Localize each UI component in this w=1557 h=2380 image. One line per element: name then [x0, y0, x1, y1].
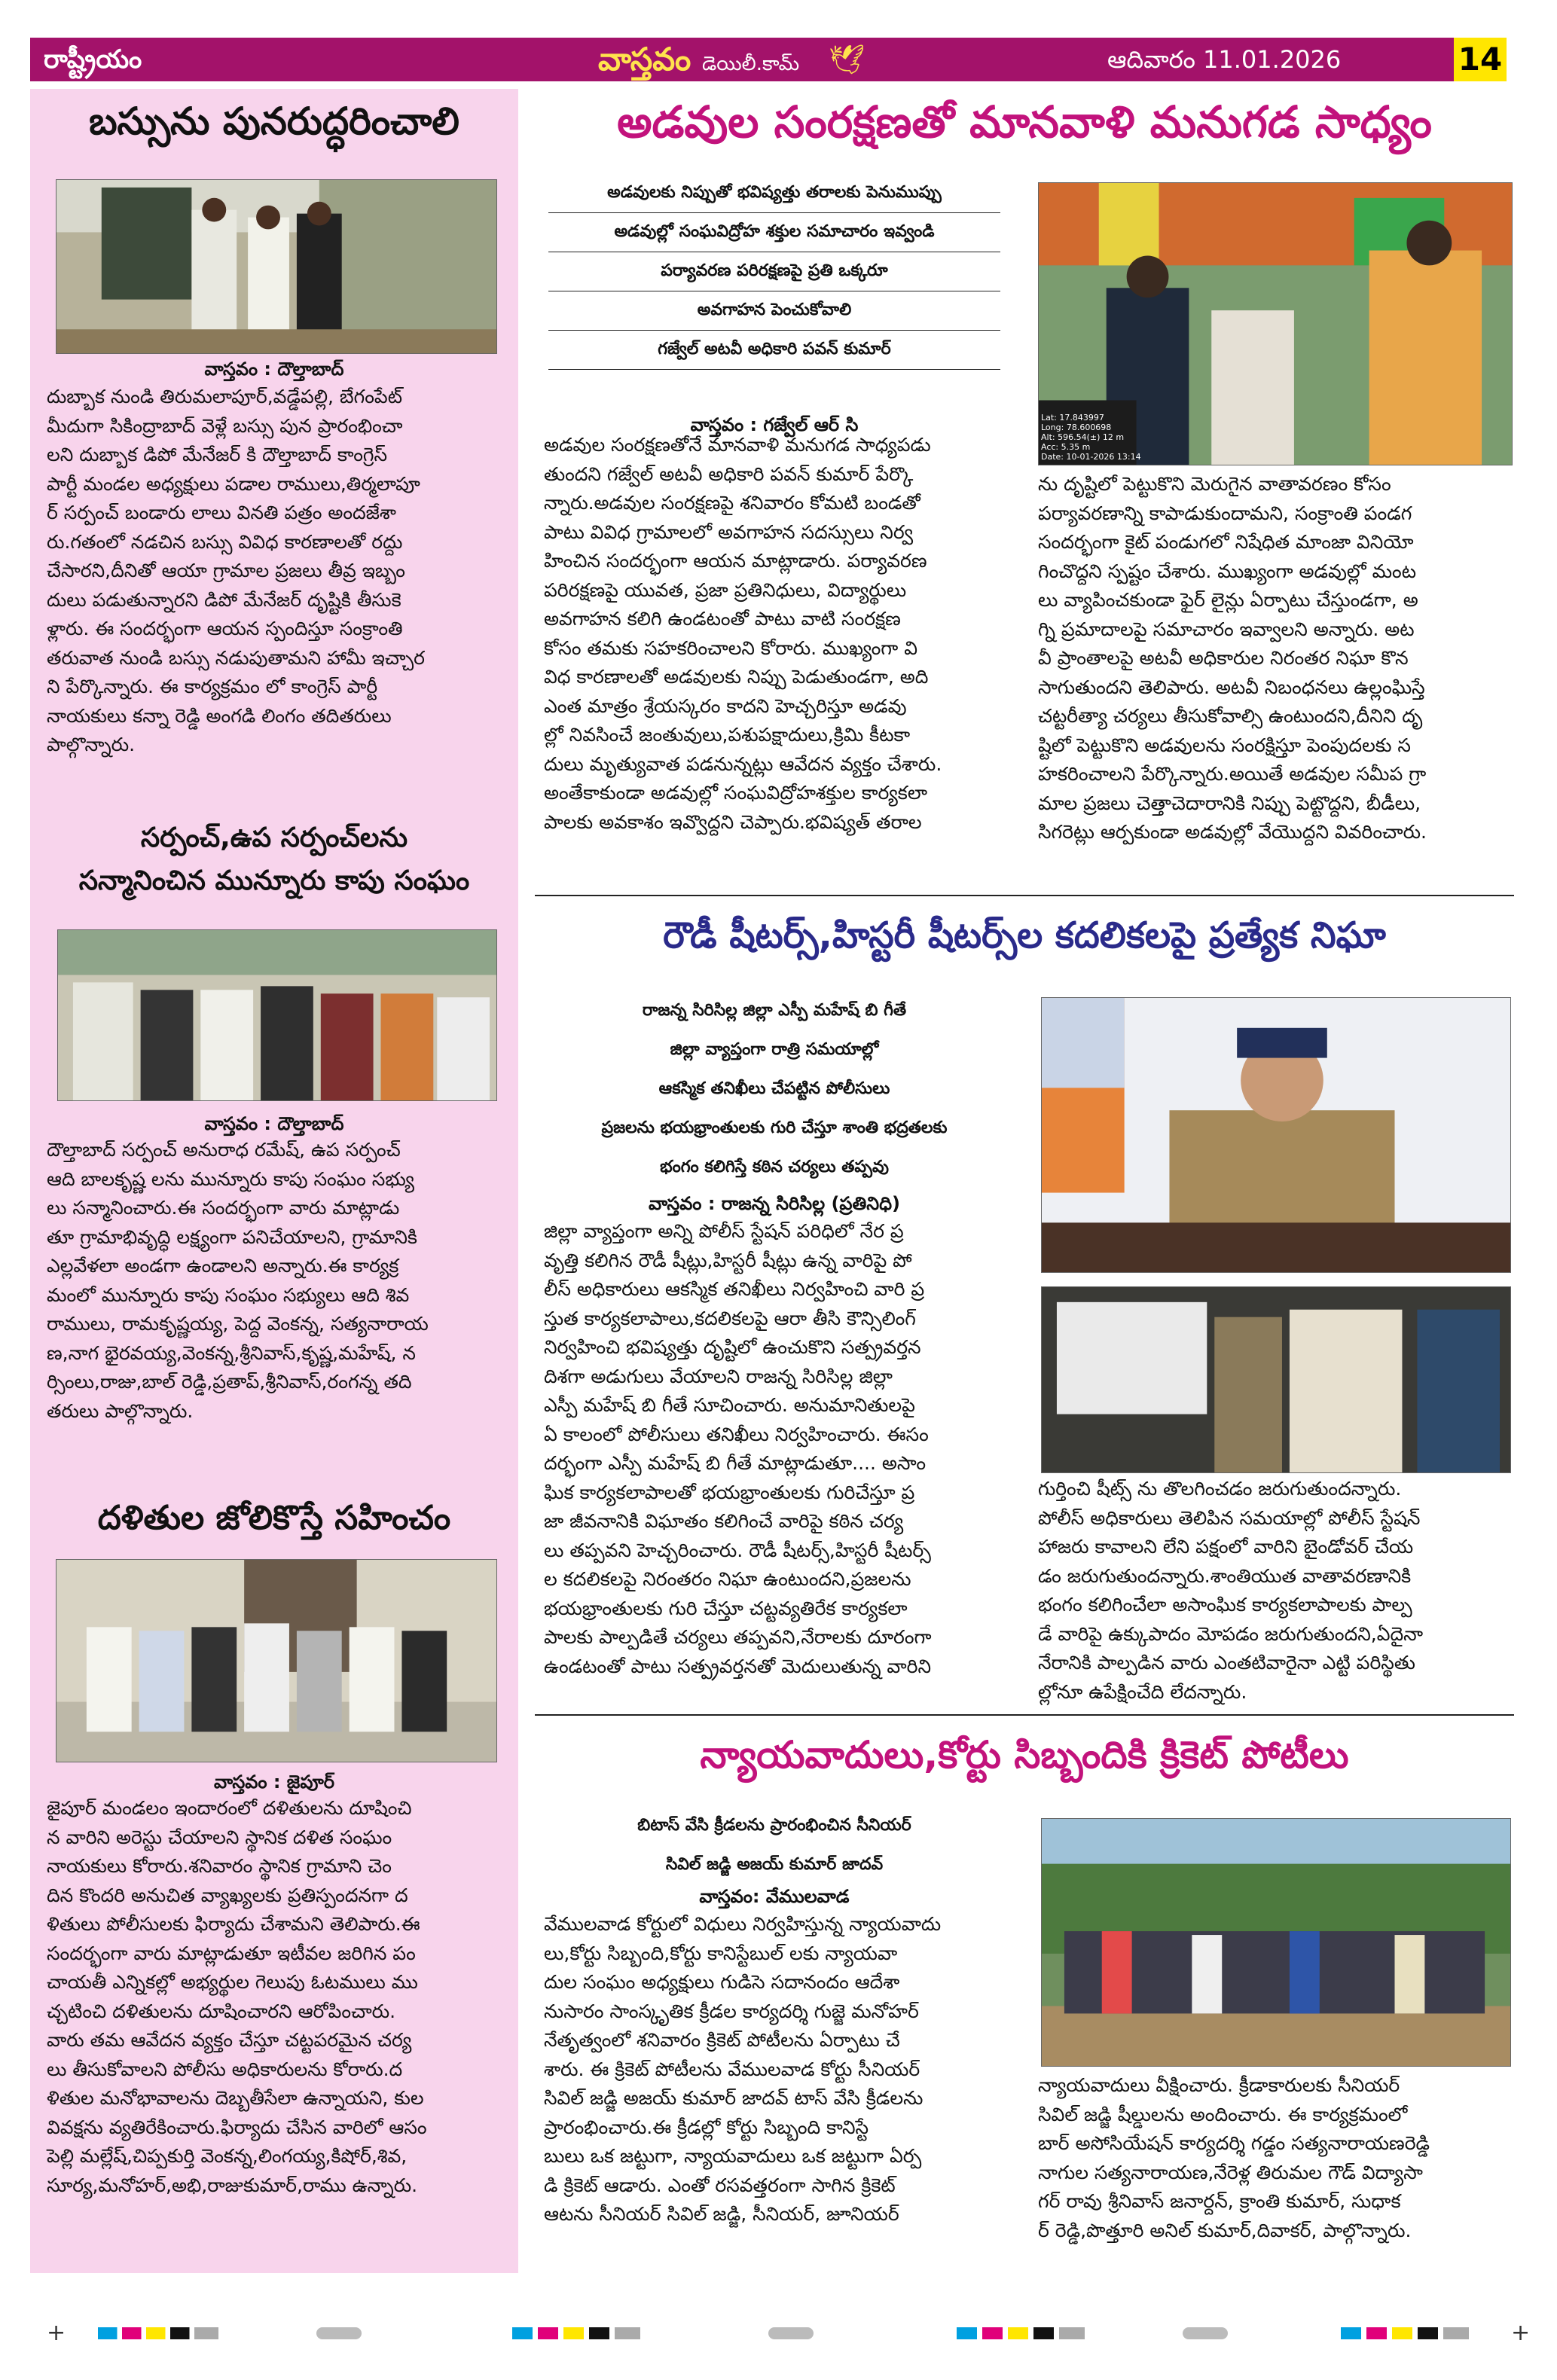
story3-line: పెల్లి మల్లేష్,చిప్పకుర్తి వెంకన్న,లింగయ్య,కిషోర్,శివ,	[47, 2145, 408, 2167]
police-line: ఉండటంతో పాటు సత్ప్రవర్తనతో మెదులుతున్న వారిని	[544, 1655, 931, 1677]
cricket-subheads	[541, 1806, 1008, 1884]
geo-stamp-acc: Acc: 5.35 m	[1041, 442, 1091, 452]
story1-line: చేసారని,దీనితో ఆయా గ్రామాల ప్రజలు తీవ్ర ఇబ్బం	[47, 560, 405, 581]
geo-stamp-alt: Alt: 596.54(±) 12 m	[1041, 432, 1125, 442]
cricket-line: ర్ రెడ్డి,పొత్తూరి అనిల్ కుమార్,దివాకర్, పాల్గొన్నారు.	[1038, 2219, 1412, 2241]
story2-line: ర్సింలు,రాజు,బాల్ రెడ్డి,ప్రతాప్,శ్రీనివాస్,రంగన్న తది	[47, 1371, 412, 1393]
story1-body	[47, 383, 502, 760]
forest-subhead: పర్యావరణ పరిరక్షణపై ప్రతి ఒక్కరూ	[661, 261, 888, 280]
cricket-line: డి క్రికెట్ ఆడారు. ఎంతో రసవత్తరంగా సాగిన క్రికెట్	[544, 2174, 896, 2196]
police-line: లీస్ అధికారులు ఆకస్మిక తనిఖీలు నిర్వహించి వారి ప్ర	[544, 1278, 925, 1300]
story2-headline-line2: సన్మానించిన మున్నూరు కాపు సంఘం	[78, 865, 470, 896]
forest-col2	[1038, 470, 1513, 847]
police-line: హాజరు కావాలని లేని పక్షంలో వారిని బైండోవర్ చేయ	[1038, 1536, 1414, 1558]
police-line: ఏ కాలంలో పోలీసులు తనిఖీలు నిర్వహించారు. ఈసం	[544, 1423, 929, 1445]
story2-photo	[57, 929, 497, 1101]
police-line: ఘిక కార్యకలాపాలతో భయభ్రాంతులకు గురిచేస్తూ ప్ర	[544, 1481, 915, 1503]
police-line: లు తప్పవని హెచ్చరించారు. రౌడీ షీటర్స్,హిస్టరీ షీటర్స్	[544, 1539, 931, 1561]
story2-line: తరులు పాల్గొన్నారు.	[47, 1399, 194, 1422]
police-subhead: జిల్లా వ్యాప్తంగా రాత్రి సమయాల్లో	[670, 1040, 879, 1059]
police-dateline: వాస్తవం : రాజన్న సిరిసిల్ల (ప్రతినిధి)	[648, 1193, 901, 1214]
color-bar	[768, 2327, 814, 2339]
forest-subhead: గజ్వేల్ అటవీ అధికారి పవన్ కుమార్	[658, 340, 891, 359]
forest-line: సందర్భంగా కైట్ పండుగలో నిషేధిత మాంజా వినియో	[1038, 531, 1414, 553]
police-line: జా జీవనానికి విఘాతం కలిగించే వారిపై కఠిన చర్య	[544, 1510, 904, 1532]
forest-rule	[548, 369, 1000, 370]
story2-line: ణ,నాగ భైరవయ్య,వెంకన్న,శ్రీనివాస్,కృష్ణ,మహేష్, న	[47, 1341, 416, 1364]
forest-subheads	[541, 173, 1008, 369]
cricket-line: బార్ అసోసియేషన్ కార్యదర్శి గడ్డం సత్యనారాయణరెడ్డి	[1038, 2132, 1430, 2154]
cricket-line: వేములవాడ కోర్టులో విధులు నిర్వహిస్తున్న న్యాయవాదు	[544, 1913, 942, 1935]
police-line: నేరానికి పాల్పడిన వారు ఎంతటివారైనా ఎట్టి పరిస్థితు	[1038, 1652, 1415, 1674]
story1-line: ర్ సర్పంచ్ బండారు లాలు వినతి పత్రం అందజేశా	[47, 502, 396, 523]
story2-line: రాములు, రామకృష్ణయ్య, పెద్ద వెంకన్న, సత్యనారాయ	[47, 1313, 429, 1335]
issue-date: ఆదివారం 11.01.2026	[1107, 45, 1342, 74]
forest-line: పాలకు అవకాశం ఇవ్వొద్దని చెప్పారు.భవిష్యత్ తరాల	[544, 810, 922, 833]
forest-line: ల్లో నివసించే జంతువులు,పశుపక్షాదులు,క్రిమి కీటకా	[544, 724, 911, 746]
story1-headline: బస్సును పునరుద్ధరించాలి	[89, 99, 459, 143]
police-line: దిశగా అడుగులు వేయాలని రాజన్న సిరిసిల్ల జిల్లా	[544, 1365, 893, 1387]
police-line: డే వారిపై ఉక్కుపాదం మోపడం జరుగుతుందని,ఏదైనా	[1038, 1622, 1424, 1645]
police-subhead: ప్రజలను భయభ్రాంతులకు గురి చేస్తూ శాంతి భద్రతలకు	[601, 1118, 948, 1137]
police-subheads	[541, 991, 1008, 1187]
police-line: నిర్వహించి భవిష్యత్తు దృష్టిలో ఉంచుకొని సత్ప్రవర్తన	[544, 1336, 921, 1358]
forest-subhead: అవగాహన పెంచుకోవాలి	[697, 301, 852, 319]
police-line: ఎస్పీ మహేష్ బి గీతే సూచించారు. అనుమానితులపై	[544, 1394, 915, 1416]
brand-logo	[598, 38, 799, 86]
forest-line: ఎంత మాత్రం శ్రేయస్కరం కాదని హెచ్చరిస్తూ అడవు	[544, 694, 907, 717]
forest-subhead: అడవులకు నిప్పుతో భవిష్యత్తు తరాలకు పెనుముప్పు	[607, 183, 942, 202]
police-subhead: ఆకస్మిక తనిఖీలు చేపట్టిన పోలీసులు	[658, 1079, 890, 1098]
forest-rule	[548, 212, 1000, 213]
story3-body	[47, 1794, 502, 2200]
forest-line: మాల ప్రజలు చెత్తాచెదారానికి నిప్పు పెట్టొద్దని, బీడీలు,	[1038, 792, 1421, 814]
story1-dateline: వాస్తవం : దౌల్తాబాద్	[204, 359, 344, 380]
story2-body	[47, 1136, 502, 1426]
cricket-line: నుసారం సాంస్కృతిక క్రీడల కార్యదర్శి గుజ్జె మనోహర్	[544, 2000, 919, 2022]
color-bar	[1183, 2327, 1228, 2339]
color-bar	[957, 2327, 1085, 2339]
forest-line: పర్యావరణాన్ని కాపాడుకుందామని, సంక్రాంతి పండగ	[1038, 502, 1412, 524]
police-line: గుర్తించి షీట్స్ ను తొలగించడం జరుగుతుందన్నారు.	[1038, 1478, 1402, 1500]
police-line: జిల్లా వ్యాప్తంగా అన్ని పోలీస్ స్టేషన్ పరిధిలో నేర ప్ర	[544, 1220, 904, 1242]
cricket-line: శారు. ఈ క్రికెట్ పోటీలను వేములవాడ కోర్టు సీనియర్	[544, 2058, 920, 2080]
cricket-line: ఆటను సీనియర్ సివిల్ జడ్జి, సీనియర్, జూనియర్	[544, 2203, 899, 2225]
police-line: భయభ్రాంతులకు గురి చేస్తూ చట్టవ్యతిరేక కార్యకలా	[544, 1597, 908, 1619]
forest-line: సాగుతుందని తెలిపారు. అటవీ నిబంధనలు ఉల్లంఘిస్తే	[1038, 676, 1425, 698]
geo-stamp-date: Date: 10-01-2026 13:14	[1041, 452, 1141, 462]
police-subhead: భంగం కలిగిస్తే కఠిన చర్యలు తప్పవు	[660, 1158, 889, 1176]
geo-stamp-lat: Lat: 17.843997	[1041, 413, 1104, 423]
forest-line: అంతేకాకుండా అడవుల్లో సంఘవిద్రోహశక్తుల కార్యకలా	[544, 782, 927, 804]
cricket-dateline: వాస్తవం: వేములవాడ	[699, 1886, 850, 1907]
story3-line: లు తీసుకోవాలని పోలీసు అధికారులను కోరారు.ద	[47, 2058, 403, 2080]
story1-line: ళ్లారు. ఈ సందర్భంగా ఆయన స్పందిస్తూ సంక్రాంతి	[47, 618, 403, 639]
forest-rule	[548, 330, 1000, 331]
geo-stamp-long: Long: 78.600698	[1041, 423, 1112, 432]
story1-line: మీదుగా సికింద్రాబాద్ వెళ్లే బస్సు పున ప్రారంభించా	[47, 414, 403, 437]
story3-line: చ్చటించి దళితులను దూషించారని ఆరోపించారు.	[47, 2000, 396, 2022]
story3-line: చాయతీ ఎన్నికల్లో అభ్యర్థుల గెలుపు ఓటములు ము	[47, 1971, 418, 1993]
bird-logo-icon: 🕊	[829, 43, 866, 76]
forest-line: ష్టిలో పెట్టుకొని అడవులను సంరక్షిస్తూ పెంపుదలకు స	[1038, 734, 1411, 756]
forest-line: అడవుల సంరక్షణతోనే మానవాళి మనుగడ సాధ్యపడు	[544, 434, 931, 456]
registration-mark-icon: +	[47, 2320, 66, 2346]
story1-line: పార్టీ మండల అధ్యక్షులు పడాల రాములు,తిర్మలాపూ	[47, 472, 420, 495]
story3-line: జైపూర్ మండలం ఇందారంలో దళితులను దూషించి	[47, 1797, 412, 1819]
story3-line: సూర్య,మనోహర్,అభి,రాజుకుమార్,రాము ఉన్నారు.	[47, 2174, 418, 2196]
cricket-col1	[544, 1910, 1017, 2229]
story2-line: లు సన్మానించారు.ఈ సందర్భంగా వారు మాట్లాడు	[47, 1197, 400, 1219]
cricket-line: సివిల్ జడ్జి అజయ్ కుమార్ జాదవ్ టాస్ వేసి క్రీడలను	[544, 2087, 924, 2109]
story1-line: దులు పడుతున్నారని డిపో మేనేజర్ దృష్టికి తీసుకె	[47, 588, 401, 611]
forest-line: కోసం తమకు సహకరించాలని కోరారు. ముఖ్యంగా వి	[544, 636, 918, 659]
brand-name: వాస్తవం	[598, 41, 691, 78]
cricket-line: నాగుల సత్యనారాయణ,నేరెళ్ల తిరుమల గౌడ్ విద్యాసా	[1038, 2161, 1423, 2183]
color-bar	[1341, 2327, 1469, 2339]
police-col2	[1038, 1475, 1513, 1707]
cricket-subhead: సివిల్ జడ్జి అజయ్ కుమార్ జాదవ్	[665, 1855, 884, 1874]
registration-mark-icon: +	[1511, 2320, 1531, 2346]
cricket-subhead: బిటాస్ వేసి క్రీడలను ప్రారంభించిన సీనియర్	[637, 1816, 911, 1835]
forest-line: ను దృష్టిలో పెట్టుకొని మెరుగైన వాతావరణం కోసం	[1038, 473, 1391, 495]
forest-col1	[544, 431, 1017, 837]
cricket-line: నేతృత్వంలో శనివారం క్రికెట్ పోటీలను ఏర్పాటు చే	[544, 2029, 900, 2051]
forest-line: అవగాహన కలిగి ఉండటంతో పాటు వాటి సంరక్షణ	[544, 608, 901, 630]
story2-line: దౌల్తాబాద్ సర్పంచ్ అనురాధ రమేష్, ఉప సర్పంచ్	[47, 1139, 401, 1161]
police-line: స్తుత కార్యకలాపాలు,కదలికలపై ఆరా తీసి కౌన్సిలింగ్	[544, 1307, 916, 1329]
story-divider	[535, 895, 1514, 896]
police-raid-photo	[1041, 1286, 1511, 1473]
story2-line: మంలో మున్నూరు కాపు సంఘం సభ్యులు ఆది శివ	[47, 1283, 410, 1306]
forest-photo-stamp	[1041, 413, 1141, 462]
story3-line: వారు తమ ఆవేదన వ్యక్తం చేస్తూ చట్టపరమైన చర్య	[47, 2029, 412, 2051]
forest-line: గ్ని ప్రమాదాలపై సమాచారం ఇవ్వాలని అన్నారు. అట	[1038, 618, 1415, 640]
forest-line: న్నారు.అడవుల సంరక్షణపై శనివారం కోమటి బండతో	[544, 492, 920, 514]
forest-line: వీ ప్రాంతాలపై అటవీ అధికారుల నిరంతర నిఘా కొన	[1038, 647, 1409, 669]
section-label: రాష్ట్రీయం	[44, 44, 142, 75]
story2-line: తూ గ్రామాభివృద్ధి లక్ష్యంగా పనిచేయాలని, గ్రామానికి	[47, 1225, 417, 1248]
story1-line: రు.గతంలో నడచిన బస్సు వివిధ కారణాలతో రద్దు	[47, 530, 403, 553]
story1-line: నాయకులు కన్నా రెడ్డి అంగడి లింగం తదితరులు	[47, 704, 392, 727]
story-divider	[535, 1714, 1514, 1716]
cricket-line: సివిల్ జడ్జి షీల్డులను అందించారు. ఈ కార్యక్రమంలో	[1038, 2103, 1408, 2125]
forest-line: చట్టరీత్యా చర్యలు తీసుకోవాల్సి ఉంటుందని,దీనిని దృ	[1038, 705, 1423, 727]
story3-line: సందర్భంగా వారు మాట్లాడుతూ ఇటీవల జరిగిన పం	[47, 1942, 416, 1964]
story2-headline-line1: సర్పంచ్,ఉప సర్పంచ్‌లను	[140, 822, 408, 853]
color-bar	[98, 2327, 218, 2339]
forest-line: హించిన సందర్భంగా ఆయన మాట్లాడారు. పర్యావరణ	[544, 550, 927, 572]
forest-line: పరిరక్షణపై యువత, ప్రజా ప్రతినిధులు, విద్యార్థులు	[544, 578, 907, 601]
cricket-line: దుల సంఘం అధ్యక్షులు గుడిసె సదానందం ఆదేశా	[544, 1971, 900, 1993]
forest-line: పాటు వివిధ గ్రామాలలో అవగాహన సదస్సులు నిర్వ	[544, 520, 914, 543]
police-line: పోలీస్ అధికారులు తెలిపిన సమయాల్లో పోలీస్ స్టేషన్	[1038, 1506, 1421, 1529]
police-subhead: రాజన్న సిరిసిల్ల జిల్లా ఎస్పీ మహేష్ బి గీతే	[642, 1001, 907, 1020]
story1-line: లని దుబ్బాక డిపో మేనేజర్ కి దౌల్తాబాద్ కాంగ్రెస్	[47, 444, 388, 465]
story3-line: ళితుల మనోభావాలను దెబ్బతీసేలా ఉన్నాయని, కుల	[47, 2087, 424, 2109]
forest-subhead: అడవుల్లో సంఘవిద్రోహ శక్తుల సమాచారం ఇవ్వండి	[614, 222, 935, 241]
cricket-photo	[1041, 1818, 1511, 2067]
forest-line: దులు మృత్యువాత పడనున్నట్లు ఆవేదన వ్యక్తం చేశారు.	[544, 752, 942, 775]
forest-line: విధ కారణాలతో అడవులకు నిప్పు పెడుతుండగా, అది	[544, 666, 929, 688]
police-line: దర్భంగా ఎస్పీ మహేష్ బి గీతే మాట్లాడుతూ.... అసాం	[544, 1452, 927, 1474]
forest-line: సిగరెట్లు ఆర్పకుండా అడవుల్లో వేయొద్దని వివరించారు.	[1038, 821, 1427, 843]
page-number: 14	[1454, 38, 1507, 81]
cricket-line: ప్రారంభించారు.ఈ క్రీడల్లో కోర్టు సిబ్బంది కానిస్టే	[544, 2116, 869, 2138]
forest-line: తుందని గజ్వేల్ అటవీ అధికారి పవన్ కుమార్ పేర్కొ	[544, 462, 914, 485]
cricket-col2	[1038, 2071, 1513, 2245]
story3-dateline: వాస్తవం : జైపూర్	[214, 1771, 334, 1793]
story3-headline: దళితుల జోలికొస్తే సహించం	[97, 1499, 451, 1537]
forest-line: గించొద్దని స్పష్టం చేశారు. ముఖ్యంగా అడవుల్లో మంట	[1038, 560, 1417, 582]
forest-line: లు వ్యాపించకుండా ఫైర్ లైన్లు ఏర్పాటు చేస్తుండగా, అ	[1038, 589, 1418, 611]
story3-line: వివక్షను వ్యతిరేకించారు.ఫిర్యాదు చేసిన వారిలో ఆసం	[47, 2116, 427, 2138]
story3-line: దిన కొందరి అనుచిత వ్యాఖ్యలకు ప్రతిస్పందనగా ద	[47, 1884, 408, 1906]
police-line: డం జరుగుతుందన్నారు.శాంతియుత వాతావరణానికి	[1038, 1564, 1412, 1587]
police-col1	[544, 1217, 1017, 1681]
police-headline: రౌడీ షీటర్స్,హిస్టరీ షీటర్స్‌ల కదలికలపై ప్రత్యేక నిఘా	[663, 914, 1386, 957]
police-line: ల్లోనూ ఉపేక్షించేది లేదన్నారు.	[1038, 1680, 1247, 1703]
story2-line: ఎల్లవేళలా అండగా ఉండాలని అన్నారు.ఈ కార్యక్ర	[47, 1255, 399, 1277]
story1-photo	[56, 179, 497, 354]
police-line: పాలకు పాల్పడితే చర్యలు తప్పవని,నేరాలకు దూరంగా	[544, 1626, 932, 1648]
story3-line: ళితులు పోలీసులకు ఫిర్యాదు చేశామని తెలిపారు.ఈ	[47, 1913, 420, 1935]
cricket-line: బులు ఒక జట్టుగా, న్యాయవాదులు ఒక జట్టుగా ఏర్ప	[544, 2145, 922, 2167]
story1-line: దుబ్బాక నుండి తిరుమలాపూర్,వడ్డేపల్లి, బేగంపేట్	[47, 386, 403, 407]
cricket-line: గర్ రావు శ్రీనివాస్ జనార్దన్, క్రాంతి కుమార్, సుధాక	[1038, 2190, 1401, 2212]
color-bar	[512, 2327, 640, 2339]
story1-line: ని పేర్కొన్నారు. ఈ కార్యక్రమం లో కాంగ్రెస్ పార్టీ	[47, 676, 378, 697]
police-sp-photo	[1041, 997, 1511, 1273]
story1-line: పాల్గొన్నారు.	[47, 734, 136, 755]
forest-line: హకరించాలని పేర్కొన్నారు.అయితే అడవుల సమీప గ్రా	[1038, 763, 1427, 785]
cricket-headline: న్యాయవాదులు,కోర్టు సిబ్బందికి క్రికెట్ పోటీలు	[700, 1733, 1349, 1777]
story2-line: ఆది బాలకృష్ణ లను మున్నూరు కాపు సంఘం సభ్యు	[47, 1167, 414, 1190]
story3-photo	[56, 1559, 497, 1762]
color-bar	[316, 2327, 362, 2339]
story3-line: నాయకులు కోరారు.శనివారం స్థానిక గ్రామాని చెం	[47, 1855, 392, 1877]
story1-line: తరువాత నుండి బస్సు నడుపుతామని హామీ ఇచ్చార	[47, 646, 425, 669]
police-line: భంగం కలిగించేలా అసాంఘిక కార్యకలాపాలకు పాల్ప	[1038, 1594, 1412, 1616]
forest-dateline: వాస్తవం : గజ్వేల్ ఆర్ సి	[690, 414, 859, 435]
cricket-line: న్యాయవాదులు వీక్షించారు. క్రీడాకారులకు సీనియర్	[1038, 2074, 1400, 2096]
police-line: వృత్తి కలిగిన రౌడీ షీట్లు,హిస్టరీ షీట్లు ఉన్న వారిపై పో	[544, 1249, 912, 1271]
story2-dateline: వాస్తవం : దౌల్తాబాద్	[204, 1113, 344, 1134]
brand-suffix: డెయిలీ.కామ్	[701, 53, 800, 75]
police-line: ల కదలికలపై నిరంతరం నిఘా ఉంటుందని,ప్రజలను	[544, 1568, 911, 1590]
cricket-line: లు,కోర్టు సిబ్బంది,కోర్టు కానిస్టేబుల్ లకు న్యాయవా	[544, 1942, 898, 1964]
forest-headline: అడవుల సంరక్షణతో మానవాళి మనుగడ సాధ్యం	[617, 96, 1432, 148]
story3-line: న వారిని అరెస్టు చేయాలని స్థానిక దళిత సంఘం	[47, 1826, 392, 1848]
